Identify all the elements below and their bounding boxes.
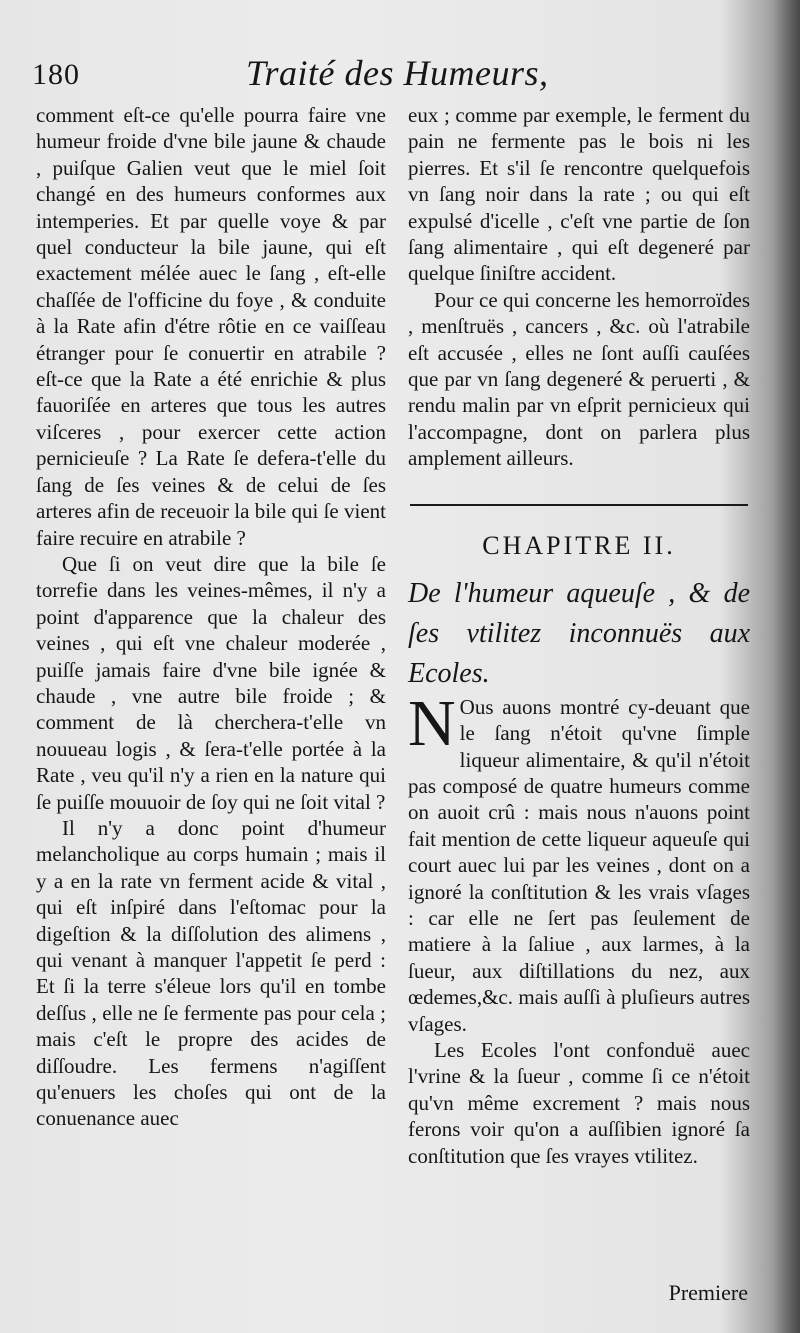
running-title: Traité des Humeurs, bbox=[246, 53, 549, 93]
chapter-title: De l'humeur aqueuſe , & de ſes vtilitez inconnuës aux Ecoles. bbox=[408, 577, 750, 689]
paragraph: Que ſi on veut dire que la bile ſe torrefie dans les veines-mêmes, il n'y a point d'apparence que la chaleur des veines , qui eſt vne chaleur moderée , puiſſe jamais faire d'vne bile ignée & chaude , vne autre bile froide ; & comment de là cherchera-t'elle vn nouueau logis , & ſera-t'elle portée à la Rate , veu qu'il n'y a rien en la nature qui ſe puiſſe mouuoir de ſoy qui ne ſoit vital ? bbox=[36, 551, 386, 814]
left-column bbox=[36, 102, 386, 1132]
page-number: 180 bbox=[32, 58, 80, 91]
chapter-body bbox=[408, 686, 750, 1169]
paragraph: comment eſt-ce qu'elle pourra faire vne humeur froide d'vne bile jaune & chaude , puiſque Galien veut que le miel ſoit changé en des humeurs conformes aux intemperies. Et par quelle voye & par quel conducteur la bile jaune, qui eſt exactement mélée auec le ſang , eſt-elle chaſſée de l'officine du foye , & conduite à la Rate afin d'étre rôtie en ce vaiſſeau étranger pour ſe conuertir en atrabile ? eſt-ce que la Rate a été enrichie & plus fauoriſée en arteres que tous les autres viſceres , pour exercer cette action pernicieuſe ? La Rate ſe defera-t'elle du ſang de ſes veines & de celui de ſes arteres afin de receuoir la bile qui ſe vient faire recuire en atrabile ? bbox=[36, 103, 386, 550]
catchword: Premiere bbox=[668, 1280, 748, 1305]
paragraph: Ous auons montré cy-deuant que le ſang n'étoit qu'vne ſimple liqueur alimentaire, & qu'il n'étoit pas composé de quatre humeurs comme on auoit crû : mais nous n'auons point fait mention de cette liqueur aqueuſe qui court auec lui par les veines , dont on a ignoré la conſtitution & les vrais vſages : car elle ne ſert pas ſeulement de matiere à la ſaliue , aux larmes, à la ſueur, aux diſtillations du nez, aux œdemes,&c. mais auſſi à pluſieurs autres vſages. bbox=[408, 694, 750, 1036]
paragraph: Les Ecoles l'ont confonduë auec l'vrine & la ſueur , comme ſi ce n'étoit qu'vn même excrement ? mais nous ferons voir qu'on a auſſibien ignoré ſa conſtitution que ſes vrayes vtilitez. bbox=[408, 1037, 750, 1168]
section-divider bbox=[410, 504, 748, 506]
right-column bbox=[408, 102, 750, 1169]
page-gutter-shadow bbox=[772, 0, 800, 1333]
page-header bbox=[32, 52, 772, 102]
paragraph: Pour ce qui concerne les hemorroïdes , menſtruës , cancers , &c. où l'atrabile eſt accusée , elles ne ſont auſſi cauſées que par vn ſang degeneré & peruerti , & rendu malin par vn eſprit pernicieux qui l'accompagne, dont on parlera plus amplement ailleurs. bbox=[408, 287, 750, 471]
chapter-heading: CHAPITRE II. bbox=[482, 530, 676, 560]
drop-cap: N bbox=[408, 686, 456, 760]
paragraph: eux ; comme par exemple, le ferment du pain ne fermente pas le bois ni les pierres. Et s'il ſe rencontre quelquefois vn ſang noir dans la rate ; ou qui eſt expulsé d'icelle , c'eſt vne partie de ſon ſang alimentaire , qui eſt degeneré par quelque ſiniſtre accident. bbox=[408, 103, 750, 286]
paragraph: Il n'y a donc point d'humeur melancholique au corps humain ; mais il y a en la rate vn ferment acide & vital , qui eſt inſpiré dans l'eſtomac pour la digeſtion & la diſſolution des alimens , qui venant à manquer l'appetit ſe perd : Et ſi la terre s'éleue lors qu'il en tombe deſſus , elle ne ſe fermente pas pour cela ; mais c'eſt le propre des acides de diſſoudre. Les fermens n'agiſſent qu'enuers les choſes qui ont de la conuenance auec bbox=[36, 815, 386, 1131]
